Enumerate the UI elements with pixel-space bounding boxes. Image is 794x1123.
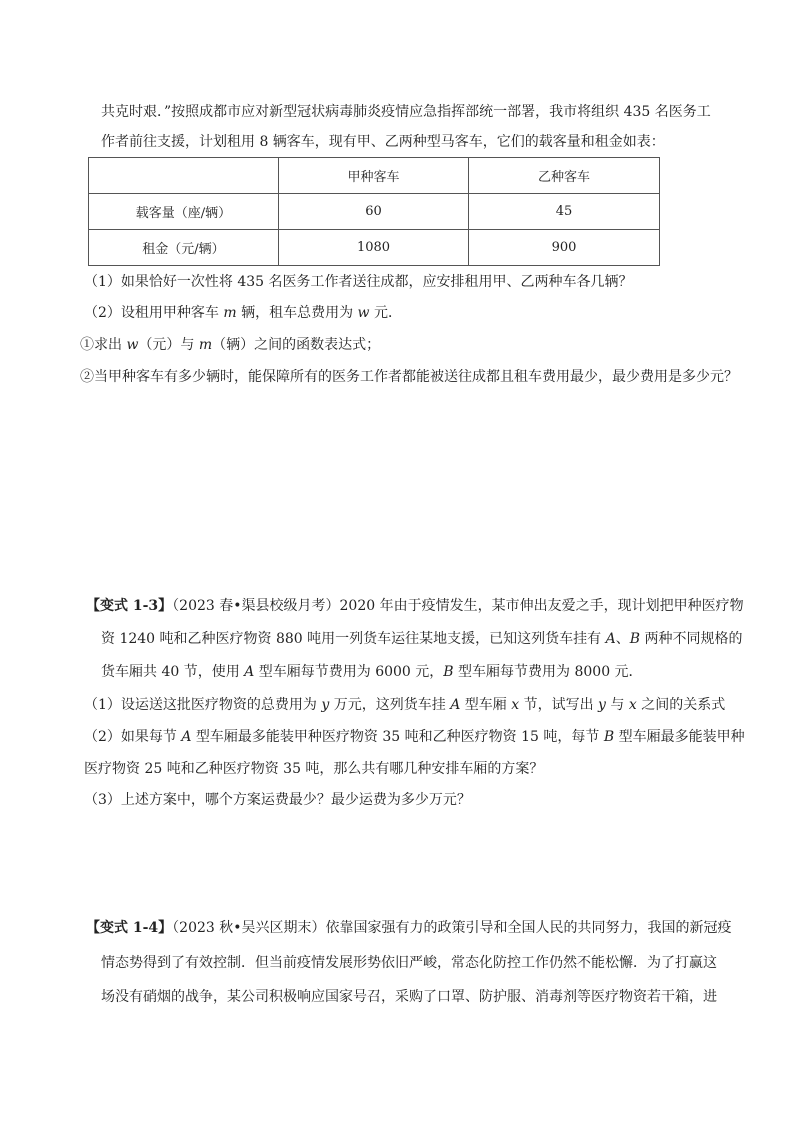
bus-spec-table — [88, 157, 660, 266]
table-header-cell — [89, 158, 279, 194]
table-header-cell: 甲种客车 — [279, 158, 469, 194]
table-row — [89, 230, 660, 266]
problem-a-line-1: 共克时艰．”按照成都市应对新型冠状病毒肺炎疫情应急指挥部统一部署，我市将组织 435 名医务工 — [101, 104, 711, 120]
problem-a-line-2: 作者前往支援，计划租用 8 辆客车，现有甲、乙两种型马客车，它们的载客量和租金如表： — [101, 134, 665, 150]
table-cell: 900 — [469, 230, 660, 266]
variant-1-4-line-1: 【变式 1-4】（2023 秋•吴兴区期末）依靠国家强有力的政策引导和全国人民的共同努力，我国的新冠疫 — [86, 920, 732, 936]
table-header-row — [89, 158, 660, 194]
variant-1-3-tag: 【变式 1-3】 — [86, 598, 173, 614]
table-row — [89, 194, 660, 230]
table-cell: 租金（元/辆） — [89, 230, 279, 266]
variant-1-4-line-2: 情态势得到了有效控制．但当前疫情发展形势依旧严峻，常态化防控工作仍然不能松懈．为了打赢这 — [101, 955, 717, 971]
table-header-cell: 乙种客车 — [469, 158, 660, 194]
variant-1-4-tag: 【变式 1-4】 — [86, 920, 173, 936]
problem-a-question-1: （1）如果恰好一次性将 435 名医务工作者送往成都，应安排租用甲、乙两种车各几辆？ — [84, 274, 633, 290]
table-cell: 1080 — [279, 230, 469, 266]
variant-1-3-question-1: （1）设运送这批医疗物资的总费用为 y 万元，这列货车挂 A 型车厢 x 节，试写出 y 与 x 之间的关系式 — [84, 697, 726, 713]
variant-1-3-line-1: 【变式 1-3】（2023 春•渠县校级月考）2020 年由于疫情发生，某市伸出友爱之手，现计划把甲种医疗物 — [86, 598, 744, 614]
variant-1-3-question-2: （2）如果每节 A 型车厢最多能装甲种医疗物资 35 吨和乙种医疗物资 15 吨，每节 B 型车厢最多能装甲种 — [84, 729, 745, 745]
table-cell: 60 — [279, 194, 469, 230]
variant-1-3-question-3: （3）上述方案中，哪个方案运费最少？最少运费为多少万元？ — [84, 792, 471, 808]
variant-1-3-line-2: 资 1240 吨和乙种医疗物资 880 吨用一列货车运往某地支援，已知这列货车挂有 A、B 两种不同规格的 — [101, 631, 743, 647]
variant-1-3-question-2-cont: 医疗物资 25 吨和乙种医疗物资 35 吨，那么共有哪几种安排车厢的方案？ — [84, 761, 544, 777]
variant-1-4-line-3: 场没有硝烟的战争，某公司积极响应国家号召，采购了口罩、防护服、消毒剂等医疗物资若干箱，进 — [101, 989, 717, 1005]
problem-a-subquestion-1: ①求出 w（元）与 m（辆）之间的函数表达式； — [80, 337, 381, 353]
variant-1-3-line-3: 货车厢共 40 节，使用 A 型车厢每节费用为 6000 元，B 型车厢每节费用为 8000 元． — [101, 664, 643, 680]
problem-a-subquestion-2: ②当甲种客车有多少辆时，能保障所有的医务工作者都能被送往成都且租车费用最少，最少费用是多少元？ — [80, 369, 738, 385]
table-cell: 载客量（座/辆） — [89, 194, 279, 230]
problem-a-question-2: （2）设租用甲种客车 m 辆，租车总费用为 w 元． — [84, 305, 402, 321]
table-cell: 45 — [469, 194, 660, 230]
